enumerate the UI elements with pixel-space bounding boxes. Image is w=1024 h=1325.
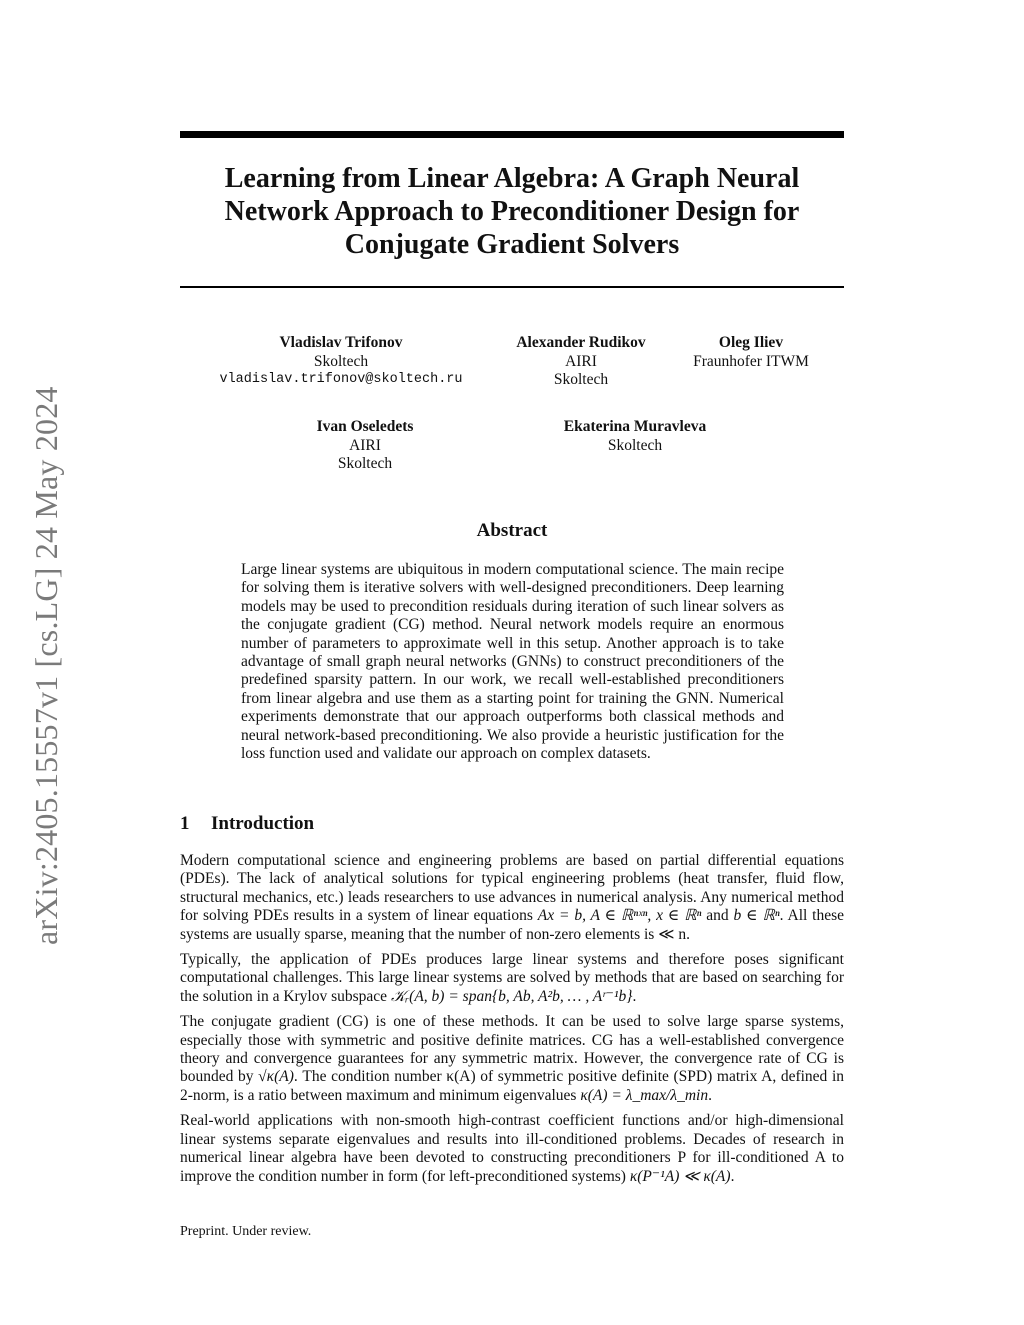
paragraph-text: Real-world applications with non-smooth high-contrast coefficient functions and/or high-dimensional linear systems separate eigenvalues and results into ill-conditioned problems. Decades of research in numerical linear algebra have been devoted to constructing preconditioners P for ill-conditioned A to improve the condition number in form (for left-preconditioned systems) <box>180 1112 844 1185</box>
paragraph-text: . <box>730 1167 735 1185</box>
author-block <box>200 334 482 390</box>
paragraph <box>180 1112 844 1186</box>
author-block <box>540 418 730 455</box>
paragraph-text: The conjugate gradient (CG) is one of these methods. It can be used to solve large sparse systems, especially those with symmetric and positive definite matrices. CG has a well-established convergence theory and convergence guarantees for any symmetric matrix. However, the convergence rate of CG is bounded by <box>180 1013 844 1086</box>
author-name: Ekaterina Muravleva <box>563 418 707 435</box>
paragraph-text: . <box>708 1086 712 1104</box>
author-block <box>496 334 666 390</box>
author-affiliation: Skoltech <box>553 371 609 388</box>
inline-math: Ax = b, A ∈ ℝⁿˣⁿ, x ∈ ℝⁿ <box>537 907 702 925</box>
author-block <box>676 334 826 371</box>
inline-math: κ(A) = λ_max/λ_min <box>580 1086 709 1104</box>
paragraph-text: and <box>706 907 729 925</box>
paper-title: Learning from Linear Algebra: A Graph Neural Network Approach to Preconditioner Design for Conjugate Gradient Solvers <box>224 163 800 260</box>
author-affiliation: AIRI <box>565 352 597 370</box>
inline-math: 𝒦ᵣ(A, b) = span{b, Ab, A²b, … , Aʳ⁻¹b} <box>390 987 633 1005</box>
preprint-footer: Preprint. Under review. <box>180 1224 312 1239</box>
section-title: Introduction <box>211 813 315 834</box>
arxiv-identifier-stamp: arXiv:2405.15557v1 [cs.LG] 24 May 2024 <box>28 386 64 945</box>
section-heading-introduction <box>180 813 314 835</box>
author-affiliation: Skoltech <box>607 436 663 454</box>
author-affiliation: Skoltech <box>313 352 369 370</box>
inline-math: b ∈ ℝⁿ <box>733 907 780 925</box>
title-bottom-rule <box>180 286 844 288</box>
author-name: Alexander Rudikov <box>516 334 646 351</box>
title-top-rule <box>180 131 844 138</box>
section-number: 1 <box>180 813 190 834</box>
inline-math: κ(P⁻¹A) ≪ κ(A) <box>629 1167 731 1185</box>
paragraph-text: . <box>632 987 637 1005</box>
author-name: Ivan Oseledets <box>316 418 414 435</box>
introduction-body <box>180 852 844 1193</box>
abstract-text: Large linear systems are ubiquitous in modern computational science. The main recipe for solving them is iterative solvers with well-designed preconditioners. Deep learning models may be used to precondition residuals during iteration of such linear solvers as the conjugate gradient (CG) method. Neural network models require an enormous number of parameters to approximate well in this setup. Another approach is to take advantage of small graph neural networks (GNNs) to construct preconditioners of the predefined sparsity pattern. In our work, we recall well-established preconditioners from linear algebra and use them as a starting point for training the GNN. Numerical experiments demonstrate that our approach outperforms both classical methods and neural network-based preconditioning. We also provide a heuristic justification for the loss function used and validate our approach on complex datasets. <box>241 561 784 763</box>
author-affiliation: Skoltech <box>337 455 393 472</box>
author-email[interactable]: vladislav.trifonov@skoltech.ru <box>219 372 463 387</box>
paragraph <box>180 1013 844 1105</box>
paragraph <box>180 951 844 1006</box>
author-name: Vladislav Trifonov <box>279 334 403 351</box>
author-block <box>280 418 450 474</box>
paragraph-text: Typically, the application of PDEs produces large linear systems and therefore poses significant computational challenges. This large linear systems are solved by methods that are based on searching for the solution in a Krylov subspace <box>180 951 844 1005</box>
author-affiliation: Fraunhofer ITWM <box>693 352 809 370</box>
paragraph-text: . The condition number κ(A) of symmetric positive definite (SPD) matrix A, defined in 2-norm, is a ratio between maximum and minimum eigenvalues <box>180 1068 844 1104</box>
author-affiliation: AIRI <box>349 436 381 454</box>
abstract-heading: Abstract <box>476 520 548 541</box>
inline-math: √κ(A) <box>258 1068 294 1086</box>
paragraph-text: Modern computational science and engineering problems are based on partial differential equations (PDEs). The lack of analytical solutions for typical engineering problems (heat transfer, fluid flow, structural mechanics, etc.) leads researchers to use advances in numerical analysis. Any numerical method for solving PDEs results in a system of linear equations <box>180 852 844 925</box>
paragraph-text: . All these systems are usually sparse, meaning that the number of non-zero elements is ≪ n. <box>180 907 845 943</box>
paragraph <box>180 852 844 944</box>
author-name: Oleg Iliev <box>718 334 784 351</box>
